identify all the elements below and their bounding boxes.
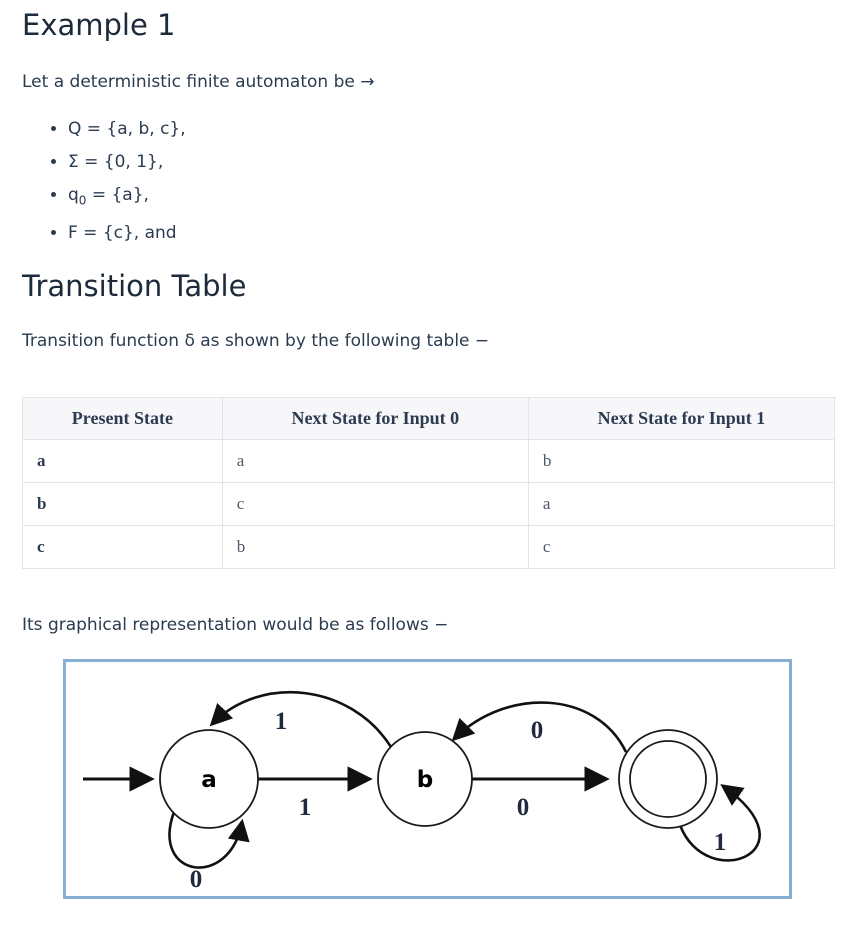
list-item-states	[68, 118, 835, 141]
list-item-text-pre: q	[68, 185, 79, 205]
cell-next-input1: a	[528, 483, 834, 526]
edge-label-b-to-c: 0	[516, 794, 530, 822]
list-item-final-states	[68, 222, 835, 245]
list-item-text: Σ = {0, 1},	[68, 152, 164, 172]
cell-present-state: b	[23, 483, 223, 526]
list-item-initial-state	[68, 184, 835, 212]
table-row	[23, 526, 835, 569]
edge-label-a-to-b: 1	[298, 794, 312, 822]
header-next-state-input0: Next State for Input 0	[222, 398, 528, 440]
cell-present-state: a	[23, 440, 223, 483]
subscript: 0	[78, 193, 87, 208]
edge-label-a-self-loop: 0	[189, 866, 203, 894]
table-row	[23, 440, 835, 483]
final-state-inner-circle	[630, 741, 706, 817]
edge-b-to-a	[212, 693, 391, 748]
state-diagram-image	[63, 659, 792, 899]
header-present-state: Present State	[23, 398, 223, 440]
list-item-text: F = {c}, and	[68, 223, 177, 244]
cell-next-input0: b	[222, 526, 528, 569]
page-title: Example 1	[22, 8, 176, 42]
table-row	[23, 483, 835, 526]
section-title-transition-table: Transition Table	[22, 269, 247, 304]
list-item-text-post: = {a},	[86, 185, 149, 205]
list-item-text: Q = {a, b, c},	[68, 119, 186, 139]
table-intro-paragraph: Transition function δ as shown by the following table −	[22, 331, 490, 352]
diagram-intro-paragraph: Its graphical representation would be as follows −	[22, 615, 449, 636]
transition-table	[22, 397, 835, 569]
list-item-alphabet	[68, 151, 835, 174]
intro-paragraph: Let a deterministic finite automaton be →	[22, 72, 375, 92]
cell-present-state: c	[23, 526, 223, 569]
edge-label-c-to-b: 0	[530, 717, 544, 745]
cell-next-input1: c	[528, 526, 834, 569]
table-header-row	[23, 398, 835, 440]
edge-label-b-to-a: 1	[274, 708, 288, 736]
cell-next-input0: a	[222, 440, 528, 483]
state-label-a: a	[201, 767, 217, 794]
header-next-state-input1: Next State for Input 1	[528, 398, 834, 440]
state-label-b: b	[416, 767, 434, 794]
dfa-definition-list	[22, 118, 835, 245]
cell-next-input0: c	[222, 483, 528, 526]
cell-next-input1: b	[528, 440, 834, 483]
dfa-state-diagram	[66, 662, 789, 896]
edge-label-c-self-loop: 1	[713, 829, 727, 857]
